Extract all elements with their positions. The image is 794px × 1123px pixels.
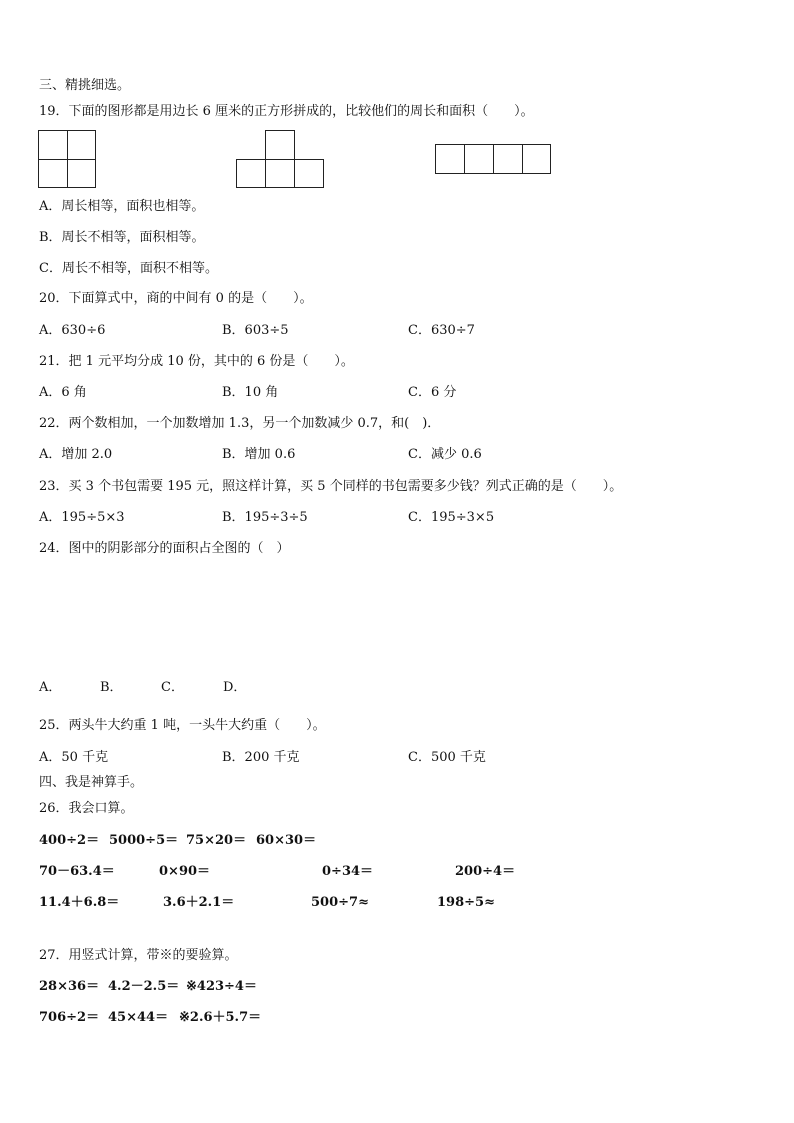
q24-option-b: B． [100, 680, 123, 695]
q26-item: 198÷5≈ [437, 895, 495, 910]
q26-item: 500÷7≈ [311, 895, 369, 910]
q20-option-b: B．603÷5 [222, 323, 289, 338]
q22-option-b: B．增加 0.6 [222, 447, 296, 462]
q21-option-a: A．6 角 [39, 385, 87, 400]
unit-square [294, 159, 324, 188]
unit-square [522, 144, 551, 174]
q22-option-c: C．减少 0.6 [408, 447, 482, 462]
unit-square [236, 159, 266, 188]
q19-option-b: B．周长不相等，面积相等。 [39, 230, 205, 245]
q23-option-b: B．195÷3÷5 [222, 510, 308, 525]
q27-item: 45×44＝ [108, 1010, 169, 1025]
q26-item: 70－63.4＝ [39, 864, 115, 879]
unit-square [265, 130, 295, 160]
unit-square [38, 159, 68, 188]
q27-item: ※2.6＋5.7＝ [179, 1010, 262, 1025]
q20-option-a: A．630÷6 [39, 323, 106, 338]
unit-square [67, 130, 96, 160]
q27-item: 28×36＝ [39, 979, 100, 994]
unit-square [435, 144, 465, 174]
q25-stem: 25．两头牛大约重 1 吨，一头牛大约重（ ）。 [39, 718, 326, 733]
q26-item: 60×30＝ [256, 833, 317, 848]
q27-stem: 27．用竖式计算，带※的要验算。 [39, 948, 238, 963]
q27-item: 706÷2＝ [39, 1010, 100, 1025]
q19-figure-2x2-square [38, 130, 96, 188]
q26-item: 400÷2＝ [39, 833, 100, 848]
q24-stem: 24．图中的阴影部分的面积占全图的（ ） [39, 541, 290, 556]
q21-stem: 21．把 1 元平均分成 10 份，其中的 6 份是（ ）。 [39, 354, 354, 369]
unit-square [265, 159, 295, 188]
q19-figure-1x4-row [435, 144, 551, 174]
q23-stem: 23．买 3 个书包需要 195 元，照这样计算，买 5 个同样的书包需要多少钱？列式正确的是（ ）。 [39, 479, 623, 494]
unit-square [67, 159, 96, 188]
q19-stem: 19．下面的图形都是用边长 6 厘米的正方形拼成的，比较他们的周长和面积（ ）。 [39, 104, 534, 119]
q26-item: 0÷34＝ [322, 864, 374, 879]
q21-option-c: C．6 分 [408, 385, 457, 400]
q25-option-b: B．200 千克 [222, 750, 300, 765]
q25-option-c: C．500 千克 [408, 750, 486, 765]
q20-stem: 20．下面算式中，商的中间有 0 的是（ ）。 [39, 291, 313, 306]
q26-item: 5000÷5＝ [109, 833, 179, 848]
q26-item: 0×90＝ [159, 864, 211, 879]
section-title-3: 三、精挑细选。 [39, 78, 131, 93]
unit-square [493, 144, 523, 174]
q26-item: 75×20＝ [186, 833, 247, 848]
q20-option-c: C．630÷7 [408, 323, 475, 338]
q24-option-c: C． [161, 680, 184, 695]
q25-option-a: A．50 千克 [39, 750, 109, 765]
q21-option-b: B．10 角 [222, 385, 279, 400]
q19-figure-t-shape [236, 130, 324, 188]
q27-item: ※423÷4＝ [186, 979, 257, 994]
q24-option-a: A． [39, 680, 62, 695]
q22-option-a: A．增加 2.0 [39, 447, 113, 462]
q19-option-c: C．周长不相等，面积不相等。 [39, 261, 218, 276]
q23-option-c: C．195÷3×5 [408, 510, 495, 525]
q22-stem: 22．两个数相加，一个加数增加 1.3，另一个加数减少 0.7，和( )． [39, 416, 441, 431]
section-title-4: 四、我是神算手。 [39, 775, 144, 790]
q26-item: 200÷4＝ [455, 864, 516, 879]
q23-option-a: A．195÷5×3 [39, 510, 125, 525]
q24-option-d: D． [223, 680, 247, 695]
unit-square [464, 144, 494, 174]
unit-square [38, 130, 68, 160]
q19-option-a: A．周长相等，面积也相等。 [39, 199, 205, 214]
q26-item: 3.6＋2.1＝ [163, 895, 235, 910]
q26-stem: 26．我会口算。 [39, 801, 134, 816]
q27-item: 4.2－2.5＝ [108, 979, 180, 994]
q26-item: 11.4＋6.8＝ [39, 895, 120, 910]
